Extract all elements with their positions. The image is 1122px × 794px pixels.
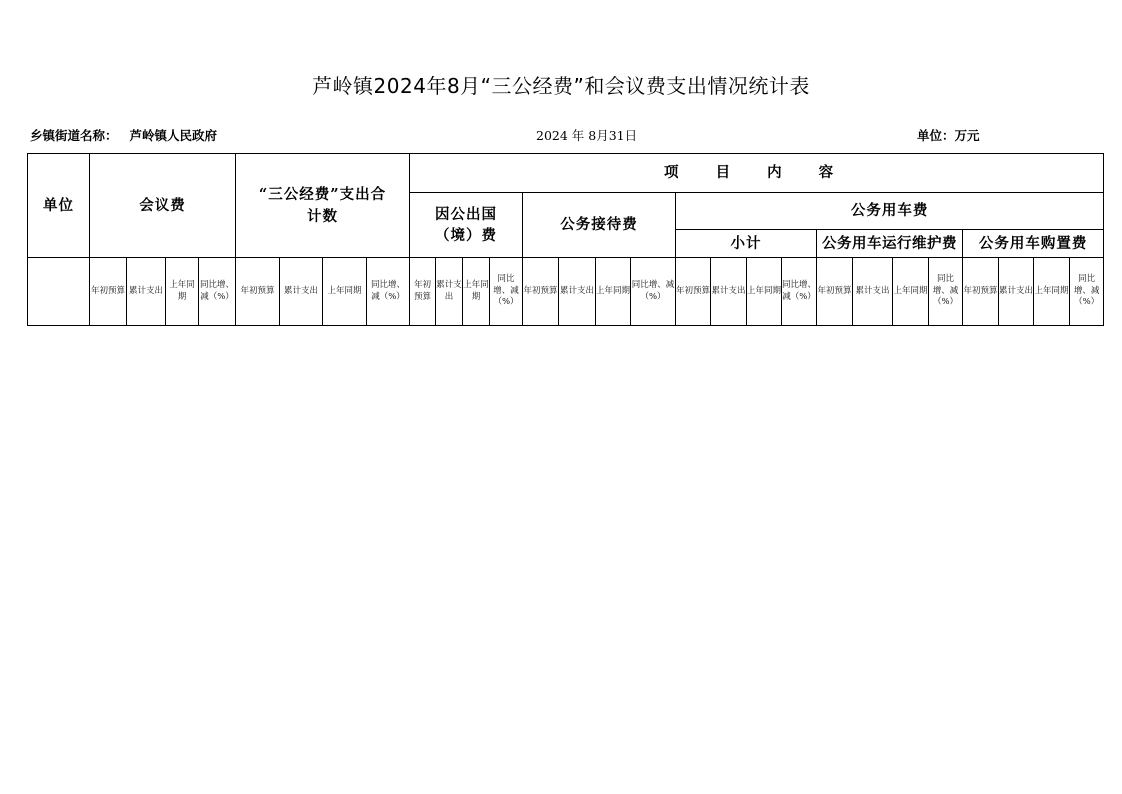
unit-header: 单位 xyxy=(28,154,90,258)
sub-budget: 年初预算 xyxy=(410,258,436,326)
sub-yoy: 同比增、减（%） xyxy=(490,258,523,326)
project-content-header: 项 目 内 容 xyxy=(410,154,1104,193)
sub-yoy: 同比增、减（%） xyxy=(631,258,676,326)
unit-cell-empty xyxy=(28,258,90,326)
org-name: 芦岭镇人民政府 xyxy=(129,128,218,143)
sub-cumulative: 累计支出 xyxy=(559,258,596,326)
subtotal-header: 小计 xyxy=(676,230,817,258)
sub-budget: 年初预算 xyxy=(90,258,127,326)
sub-cumulative: 累计支出 xyxy=(436,258,463,326)
sub-budget: 年初预算 xyxy=(523,258,559,326)
sub-budget: 年初预算 xyxy=(236,258,280,326)
sub-yoy: 同比增、减（%） xyxy=(782,258,817,326)
sub-yoy: 同比增、减（%） xyxy=(199,258,236,326)
sub-cumulative: 累计支出 xyxy=(280,258,323,326)
sub-last-year: 上年同期 xyxy=(596,258,631,326)
sub-cumulative: 累计支出 xyxy=(853,258,893,326)
total-header: “三公经费”支出合计数 xyxy=(236,154,410,258)
sub-cumulative: 累计支出 xyxy=(999,258,1034,326)
sub-yoy: 同比增、减（%） xyxy=(367,258,410,326)
sub-yoy: 同比增、减（%） xyxy=(929,258,963,326)
sub-last-year: 上年同期 xyxy=(747,258,782,326)
report-table xyxy=(27,153,1104,326)
org-label: 乡镇街道名称： xyxy=(30,128,118,143)
vehicle-fee-header: 公务用车费 xyxy=(676,193,1104,230)
sub-last-year: 上年同期 xyxy=(463,258,490,326)
sub-last-year: 上年同期 xyxy=(166,258,199,326)
sub-cumulative: 累计支出 xyxy=(711,258,747,326)
page-title: 芦岭镇2024年8月“三公经费”和会议费支出情况统计表 xyxy=(312,74,810,98)
sub-last-year: 上年同期 xyxy=(323,258,367,326)
reception-fee-header: 公务接待费 xyxy=(523,193,676,258)
unit-label: 单位：万元 xyxy=(917,128,980,143)
sub-budget: 年初预算 xyxy=(817,258,853,326)
meeting-fee-header: 会议费 xyxy=(90,154,236,258)
sub-cumulative: 累计支出 xyxy=(127,258,166,326)
sub-yoy: 同比增、减（%） xyxy=(1070,258,1104,326)
abroad-fee-header: 因公出国（境）费 xyxy=(410,193,523,258)
org-info xyxy=(30,126,217,144)
vehicle-maintenance-header: 公务用车运行维护费 xyxy=(817,230,963,258)
sub-header-row xyxy=(28,258,1104,326)
vehicle-purchase-header: 公务用车购置费 xyxy=(963,230,1104,258)
report-date: 2024 年 8月31日 xyxy=(536,128,638,143)
sub-last-year: 上年同期 xyxy=(893,258,929,326)
sub-budget: 年初预算 xyxy=(676,258,711,326)
sub-last-year: 上年同期 xyxy=(1034,258,1070,326)
sub-budget: 年初预算 xyxy=(963,258,999,326)
